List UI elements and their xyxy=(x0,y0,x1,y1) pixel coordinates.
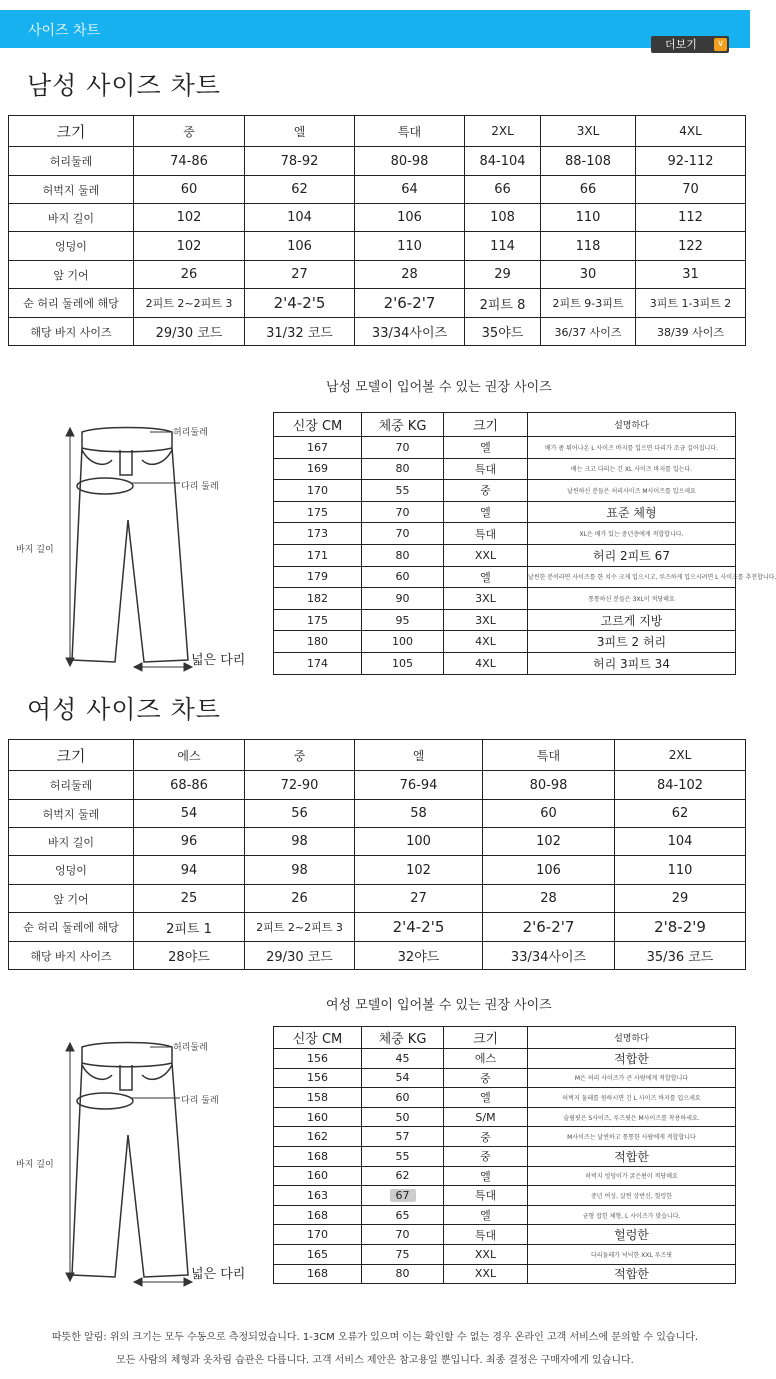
women-size-table xyxy=(8,739,746,970)
recommend-cell: 특대 xyxy=(444,1186,528,1206)
recommend-cell: 80 xyxy=(362,544,444,566)
table-cell: 2피트 2~2피트 3 xyxy=(245,913,355,942)
table-cell: 108 xyxy=(465,204,541,232)
recommend-cell: 배가 좀 튀어나온 L 사이즈 바지를 입으면 다리가 조금 길어집니다. xyxy=(528,437,736,459)
recommend-column-header: 설명하다 xyxy=(528,413,736,437)
row-header: 엉덩이 xyxy=(9,232,134,261)
recommend-row xyxy=(274,1244,736,1264)
table-cell: 92-112 xyxy=(636,147,746,176)
recommend-cell: 70 xyxy=(362,501,444,523)
recommend-cell: 70 xyxy=(362,523,444,545)
recommend-column-header: 신장 CM xyxy=(274,413,362,437)
row-header: 엉덩이 xyxy=(9,856,134,885)
recommend-cell xyxy=(362,1186,444,1206)
recommend-cell: 표준 체형 xyxy=(528,501,736,523)
recommend-row xyxy=(274,1088,736,1108)
footnote-2: 모든 사람의 체형과 옷차림 습관은 다릅니다. 고객 서비스 제안은 참고용일 뿐입니다. 최종 결정은 구매자에게 있습니다. xyxy=(116,1355,634,1366)
table-cell: 102 xyxy=(483,828,615,856)
table-cell: 102 xyxy=(134,204,245,232)
recommend-cell: 중년 여성, 살찐 상반신, 헐렁한 xyxy=(528,1186,736,1206)
table-cell: 110 xyxy=(541,204,636,232)
men-wide-leg-label: 넓은 다리 xyxy=(191,653,246,668)
recommend-row xyxy=(274,1225,736,1245)
recommend-cell: 엘 xyxy=(444,1166,528,1186)
recommend-cell: 182 xyxy=(274,588,362,610)
table-header-row xyxy=(9,740,746,771)
recommend-cell: 171 xyxy=(274,544,362,566)
recommend-cell: M사이즈는 날씬하고 통통한 사람에게 적합합니다 xyxy=(528,1127,736,1147)
table-cell: 88-108 xyxy=(541,147,636,176)
table-row xyxy=(9,147,746,176)
table-cell: 36/37 사이즈 xyxy=(541,318,636,346)
table-cell: 98 xyxy=(245,856,355,885)
recommend-row xyxy=(274,501,736,523)
column-header: 중 xyxy=(134,116,245,147)
recommend-cell: 엘 xyxy=(444,1088,528,1108)
men-length-label: 바지 길이 xyxy=(16,545,54,555)
men-size-chart-title: 남성 사이즈 차트 xyxy=(27,71,221,100)
recommend-cell: 57 xyxy=(362,1127,444,1147)
recommend-cell: 105 xyxy=(362,652,444,674)
more-button-label: 더보기 xyxy=(665,38,697,51)
table-row xyxy=(9,942,746,970)
table-cell: 25 xyxy=(134,885,245,913)
table-cell: 32야드 xyxy=(355,942,483,970)
table-cell: 78-92 xyxy=(245,147,355,176)
recommend-row xyxy=(274,1107,736,1127)
table-cell: 72-90 xyxy=(245,771,355,800)
table-row xyxy=(9,261,746,289)
table-row xyxy=(9,856,746,885)
recommend-column-header: 체중 KG xyxy=(362,1027,444,1049)
recommend-row xyxy=(274,1127,736,1147)
column-header-size: 크기 xyxy=(9,116,134,147)
table-cell: 84-102 xyxy=(615,771,746,800)
recommend-cell: 적합한 xyxy=(528,1264,736,1284)
table-cell: 62 xyxy=(615,800,746,828)
table-cell: 29/30 코드 xyxy=(134,318,245,346)
row-header: 허리둘레 xyxy=(9,147,134,176)
recommend-row xyxy=(274,544,736,566)
recommend-cell: 60 xyxy=(362,1088,444,1108)
table-cell: 31 xyxy=(636,261,746,289)
table-cell: 2피트 9-3피트 xyxy=(541,289,636,318)
recommend-cell: 163 xyxy=(274,1186,362,1206)
table-header-row xyxy=(9,116,746,147)
table-cell: 62 xyxy=(245,176,355,204)
table-cell: 54 xyxy=(134,800,245,828)
women-recommend-table xyxy=(273,1026,736,1284)
men-size-table xyxy=(8,115,746,346)
recommend-cell: 배는 크고 다리는 긴 XL 사이즈 바지를 입는다. xyxy=(528,458,736,480)
recommend-cell: 3XL xyxy=(444,609,528,631)
women-size-chart-title: 여성 사이즈 차트 xyxy=(27,695,221,724)
table-cell: 106 xyxy=(355,204,465,232)
table-cell: 27 xyxy=(355,885,483,913)
recommend-cell: 고르게 지방 xyxy=(528,609,736,631)
table-cell: 28 xyxy=(355,261,465,289)
more-button[interactable] xyxy=(651,36,729,53)
recommend-cell: 75 xyxy=(362,1244,444,1264)
table-cell: 80-98 xyxy=(355,147,465,176)
column-header: 2XL xyxy=(615,740,746,771)
table-row xyxy=(9,176,746,204)
recommend-cell: 168 xyxy=(274,1146,362,1166)
recommend-row xyxy=(274,458,736,480)
top-bar xyxy=(0,10,750,51)
column-header: 엘 xyxy=(355,740,483,771)
recommend-cell: 180 xyxy=(274,631,362,653)
recommend-cell: 45 xyxy=(362,1049,444,1069)
table-cell: 76-94 xyxy=(355,771,483,800)
recommend-row xyxy=(274,566,736,588)
table-row xyxy=(9,204,746,232)
recommend-cell: 175 xyxy=(274,501,362,523)
recommend-cell: 174 xyxy=(274,652,362,674)
women-thigh-label: 다리 둘레 xyxy=(181,1096,219,1106)
recommend-cell: 3XL xyxy=(444,588,528,610)
table-row xyxy=(9,800,746,828)
recommend-row xyxy=(274,1205,736,1225)
recommend-cell: 엘 xyxy=(444,501,528,523)
recommend-column-header: 설명하다 xyxy=(528,1027,736,1049)
men-recommend-title: 남성 모델이 입어볼 수 있는 권장 사이즈 xyxy=(326,380,552,395)
table-cell: 118 xyxy=(541,232,636,261)
recommend-cell: 엘 xyxy=(444,566,528,588)
recommend-cell: 80 xyxy=(362,458,444,480)
recommend-cell: 54 xyxy=(362,1068,444,1088)
recommend-cell: 55 xyxy=(362,480,444,502)
recommend-cell: 특대 xyxy=(444,523,528,545)
table-cell: 102 xyxy=(355,856,483,885)
table-cell: 2'4-2'5 xyxy=(355,913,483,942)
table-cell: 74-86 xyxy=(134,147,245,176)
recommend-cell: 70 xyxy=(362,1225,444,1245)
recommend-column-header: 신장 CM xyxy=(274,1027,362,1049)
table-cell: 28 xyxy=(483,885,615,913)
table-cell: 2피트 1 xyxy=(134,913,245,942)
recommend-cell: 55 xyxy=(362,1146,444,1166)
table-cell: 2피트 8 xyxy=(465,289,541,318)
recommend-cell: 60 xyxy=(362,566,444,588)
recommend-row xyxy=(274,588,736,610)
recommend-row xyxy=(274,1068,736,1088)
row-header: 앞 기어 xyxy=(9,885,134,913)
column-header: 특대 xyxy=(355,116,465,147)
recommend-cell: 적합한 xyxy=(528,1146,736,1166)
recommend-cell: 156 xyxy=(274,1049,362,1069)
recommend-row xyxy=(274,480,736,502)
recommend-cell: 슬림핏은 S사이즈, 루즈핏은 M사이즈를 착용하세요. xyxy=(528,1107,736,1127)
recommend-cell: 중 xyxy=(444,1127,528,1147)
table-cell: 100 xyxy=(355,828,483,856)
recommend-cell: S/M xyxy=(444,1107,528,1127)
table-cell: 27 xyxy=(245,261,355,289)
table-row xyxy=(9,913,746,942)
table-row xyxy=(9,289,746,318)
recommend-cell: 엘 xyxy=(444,437,528,459)
table-cell: 60 xyxy=(483,800,615,828)
table-cell: 122 xyxy=(636,232,746,261)
row-header: 해당 바지 사이즈 xyxy=(9,318,134,346)
row-header: 앞 기어 xyxy=(9,261,134,289)
row-header: 해당 바지 사이즈 xyxy=(9,942,134,970)
row-header: 바지 길이 xyxy=(9,204,134,232)
row-header: 허벅지 둘레 xyxy=(9,800,134,828)
highlighted-value: 67 xyxy=(390,1189,416,1202)
recommend-cell: 허벅지 엉덩이가 굵은편이 적당해요 xyxy=(528,1166,736,1186)
recommend-cell: 170 xyxy=(274,1225,362,1245)
recommend-cell: 50 xyxy=(362,1107,444,1127)
table-cell: 2'4-2'5 xyxy=(245,289,355,318)
recommend-cell: 에스 xyxy=(444,1049,528,1069)
section-title: 사이즈 차트 xyxy=(28,23,101,39)
recommend-cell: 통통하신 분들은 3XL이 적당해요 xyxy=(528,588,736,610)
table-cell: 29 xyxy=(615,885,746,913)
recommend-cell: 170 xyxy=(274,480,362,502)
recommend-cell: 65 xyxy=(362,1205,444,1225)
table-cell: 110 xyxy=(615,856,746,885)
table-row xyxy=(9,828,746,856)
table-cell: 84-104 xyxy=(465,147,541,176)
recommend-row xyxy=(274,523,736,545)
recommend-cell: 156 xyxy=(274,1068,362,1088)
table-cell: 94 xyxy=(134,856,245,885)
row-header: 허벅지 둘레 xyxy=(9,176,134,204)
recommend-cell: 70 xyxy=(362,437,444,459)
recommend-cell: 4XL xyxy=(444,652,528,674)
table-cell: 3피트 1-3피트 2 xyxy=(636,289,746,318)
recommend-cell: 날씬한 분이라면 사이즈를 한 치수 크게 입으시고, 루즈하게 입으시려면 L 사이즈를 추천합니다. xyxy=(528,566,736,588)
table-row xyxy=(9,318,746,346)
recommend-cell: 3피트 2 허리 xyxy=(528,631,736,653)
recommend-cell: 중 xyxy=(444,1068,528,1088)
table-cell: 35야드 xyxy=(465,318,541,346)
table-row xyxy=(9,771,746,800)
recommend-cell: 균형 잡힌 체형, L 사이즈가 맞습니다. xyxy=(528,1205,736,1225)
recommend-cell: 62 xyxy=(362,1166,444,1186)
recommend-row xyxy=(274,1264,736,1284)
recommend-cell: 169 xyxy=(274,458,362,480)
recommend-cell: M은 허리 사이즈가 큰 사람에게 적합합니다 xyxy=(528,1068,736,1088)
table-cell: 80-98 xyxy=(483,771,615,800)
recommend-cell: 날씬하신 분들은 허리사이즈 M사이즈를 입으세요 xyxy=(528,480,736,502)
recommend-cell: 165 xyxy=(274,1244,362,1264)
men-pants-diagram xyxy=(60,420,200,675)
recommend-row xyxy=(274,652,736,674)
recommend-cell: 중 xyxy=(444,1146,528,1166)
recommend-cell: 173 xyxy=(274,523,362,545)
table-cell: 33/34사이즈 xyxy=(483,942,615,970)
table-row xyxy=(9,885,746,913)
table-cell: 2'6-2'7 xyxy=(355,289,465,318)
recommend-row xyxy=(274,437,736,459)
women-recommend-title: 여성 모델이 입어볼 수 있는 권장 사이즈 xyxy=(326,998,552,1013)
recommend-cell: 158 xyxy=(274,1088,362,1108)
recommend-cell: XXL xyxy=(444,1244,528,1264)
table-cell: 60 xyxy=(134,176,245,204)
table-cell: 2피트 2~2피트 3 xyxy=(134,289,245,318)
recommend-row xyxy=(274,631,736,653)
recommend-cell: 중 xyxy=(444,480,528,502)
recommend-cell: 179 xyxy=(274,566,362,588)
row-header: 순 허리 둘레에 해당 xyxy=(9,913,134,942)
table-cell: 104 xyxy=(245,204,355,232)
table-cell: 29/30 코드 xyxy=(245,942,355,970)
recommend-cell: 허리 2피트 67 xyxy=(528,544,736,566)
table-cell: 104 xyxy=(615,828,746,856)
table-cell: 56 xyxy=(245,800,355,828)
recommend-cell: 167 xyxy=(274,437,362,459)
recommend-row xyxy=(274,1146,736,1166)
table-cell: 2'6-2'7 xyxy=(483,913,615,942)
recommend-cell: 적합한 xyxy=(528,1049,736,1069)
recommend-column-header: 체중 KG xyxy=(362,413,444,437)
column-header: 3XL xyxy=(541,116,636,147)
table-cell: 106 xyxy=(483,856,615,885)
women-pants-diagram xyxy=(60,1035,200,1290)
recommend-cell: 162 xyxy=(274,1127,362,1147)
table-cell: 64 xyxy=(355,176,465,204)
table-cell: 110 xyxy=(355,232,465,261)
recommend-cell: 168 xyxy=(274,1205,362,1225)
men-recommend-table xyxy=(273,412,776,675)
column-header: 특대 xyxy=(483,740,615,771)
recommend-cell: 허리 3피트 34 xyxy=(528,652,736,674)
recommend-cell: XXL xyxy=(444,1264,528,1284)
recommend-cell: XXL xyxy=(444,544,528,566)
table-row xyxy=(9,232,746,261)
women-length-label: 바지 길이 xyxy=(16,1160,54,1170)
recommend-cell: 175 xyxy=(274,609,362,631)
recommend-cell: 허벅지 둘레를 원하시면 긴 L 사이즈 바지를 입으세요 xyxy=(528,1088,736,1108)
women-waist-label: 허리둘레 xyxy=(173,1043,208,1053)
recommend-cell: 엘 xyxy=(444,1205,528,1225)
recommend-cell: 헐렁한 xyxy=(528,1225,736,1245)
table-cell: 98 xyxy=(245,828,355,856)
column-header: 4XL xyxy=(636,116,746,147)
table-cell: 26 xyxy=(134,261,245,289)
recommend-row xyxy=(274,1049,736,1069)
table-cell: 35/36 코드 xyxy=(615,942,746,970)
table-cell: 33/34사이즈 xyxy=(355,318,465,346)
recommend-row xyxy=(274,1166,736,1186)
table-cell: 114 xyxy=(465,232,541,261)
table-cell: 66 xyxy=(465,176,541,204)
recommend-cell: 95 xyxy=(362,609,444,631)
recommend-cell: 특대 xyxy=(444,458,528,480)
recommend-cell: 특대 xyxy=(444,1225,528,1245)
recommend-cell: 160 xyxy=(274,1166,362,1186)
recommend-row xyxy=(274,609,736,631)
table-cell: 58 xyxy=(355,800,483,828)
recommend-cell: 160 xyxy=(274,1107,362,1127)
recommend-column-header: 크기 xyxy=(444,413,528,437)
column-header: 에스 xyxy=(134,740,245,771)
recommend-cell: 90 xyxy=(362,588,444,610)
table-cell: 66 xyxy=(541,176,636,204)
row-header: 바지 길이 xyxy=(9,828,134,856)
table-cell: 106 xyxy=(245,232,355,261)
footnote-1: 따뜻한 알림: 위의 크기는 모두 수동으로 측정되었습니다. 1-3CM 오류가 있으며 이는 확인할 수 없는 경우 온라인 고객 서비스에 문의할 수 있습니다. xyxy=(51,1332,699,1343)
table-cell: 68-86 xyxy=(134,771,245,800)
table-cell: 112 xyxy=(636,204,746,232)
recommend-column-header: 크기 xyxy=(444,1027,528,1049)
row-header: 순 허리 둘레에 해당 xyxy=(9,289,134,318)
recommend-cell: 100 xyxy=(362,631,444,653)
table-cell: 70 xyxy=(636,176,746,204)
men-waist-label: 허리둘레 xyxy=(173,428,208,438)
column-header-size: 크기 xyxy=(9,740,134,771)
recommend-cell: 80 xyxy=(362,1264,444,1284)
table-cell: 96 xyxy=(134,828,245,856)
table-cell: 2'8-2'9 xyxy=(615,913,746,942)
recommend-cell: 4XL xyxy=(444,631,528,653)
table-cell: 28야드 xyxy=(134,942,245,970)
chevron-down-icon: ∨ xyxy=(714,38,727,51)
recommend-cell: 다리둘레가 넉넉한 XXL 루즈핏 xyxy=(528,1244,736,1264)
column-header: 2XL xyxy=(465,116,541,147)
row-header: 허리둘레 xyxy=(9,771,134,800)
recommend-cell: XL은 배가 있는 중년층에게 적합합니다. xyxy=(528,523,736,545)
men-thigh-label: 다리 둘레 xyxy=(181,482,219,492)
column-header: 엘 xyxy=(245,116,355,147)
recommend-header-row xyxy=(274,1027,736,1049)
table-cell: 38/39 사이즈 xyxy=(636,318,746,346)
women-wide-leg-label: 넓은 다리 xyxy=(191,1267,246,1282)
recommend-header-row xyxy=(274,413,736,437)
table-cell: 102 xyxy=(134,232,245,261)
table-cell: 26 xyxy=(245,885,355,913)
table-cell: 29 xyxy=(465,261,541,289)
recommend-row xyxy=(274,1186,736,1206)
column-header: 중 xyxy=(245,740,355,771)
recommend-cell: 168 xyxy=(274,1264,362,1284)
table-cell: 30 xyxy=(541,261,636,289)
table-cell: 31/32 코드 xyxy=(245,318,355,346)
